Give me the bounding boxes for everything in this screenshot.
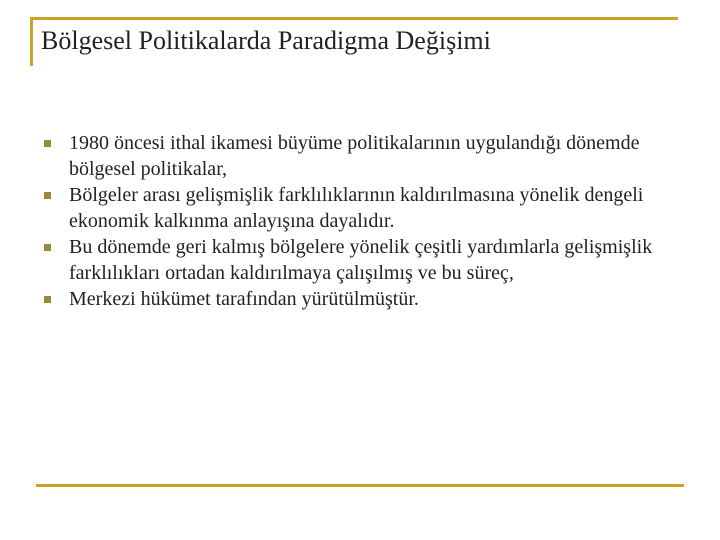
bullet-text: 1980 öncesi ithal ikamesi büyüme politikalarının uygulandığı dönemde bölgesel politikalar,	[69, 132, 640, 180]
title-frame-left-rule	[30, 18, 33, 66]
square-bullet-icon	[44, 192, 51, 199]
bullet-text: Bölgeler arası gelişmişlik farklılıklarının kaldırılmasına yönelik dengeli ekonomik kalkınma anlayışına dayalıdır.	[69, 184, 644, 232]
title-frame-top-rule	[30, 17, 678, 20]
square-bullet-icon	[44, 140, 51, 147]
bottom-rule	[36, 484, 684, 487]
bullet-item	[44, 130, 684, 182]
bullet-item	[44, 234, 684, 286]
bullet-text: Merkezi hükümet tarafından yürütülmüştür.	[69, 288, 419, 310]
bullet-item	[44, 286, 684, 312]
bullet-text: Bu dönemde geri kalmış bölgelere yönelik çeşitli yardımlarla gelişmişlik farklılıkları ortadan kaldırılmaya çalışılmış ve bu süreç,	[69, 236, 653, 284]
square-bullet-icon	[44, 296, 51, 303]
square-bullet-icon	[44, 244, 51, 251]
slide-title: Bölgesel Politikalarda Paradigma Değişimi	[41, 26, 491, 55]
bullet-list	[44, 130, 684, 312]
bullet-item	[44, 182, 684, 234]
